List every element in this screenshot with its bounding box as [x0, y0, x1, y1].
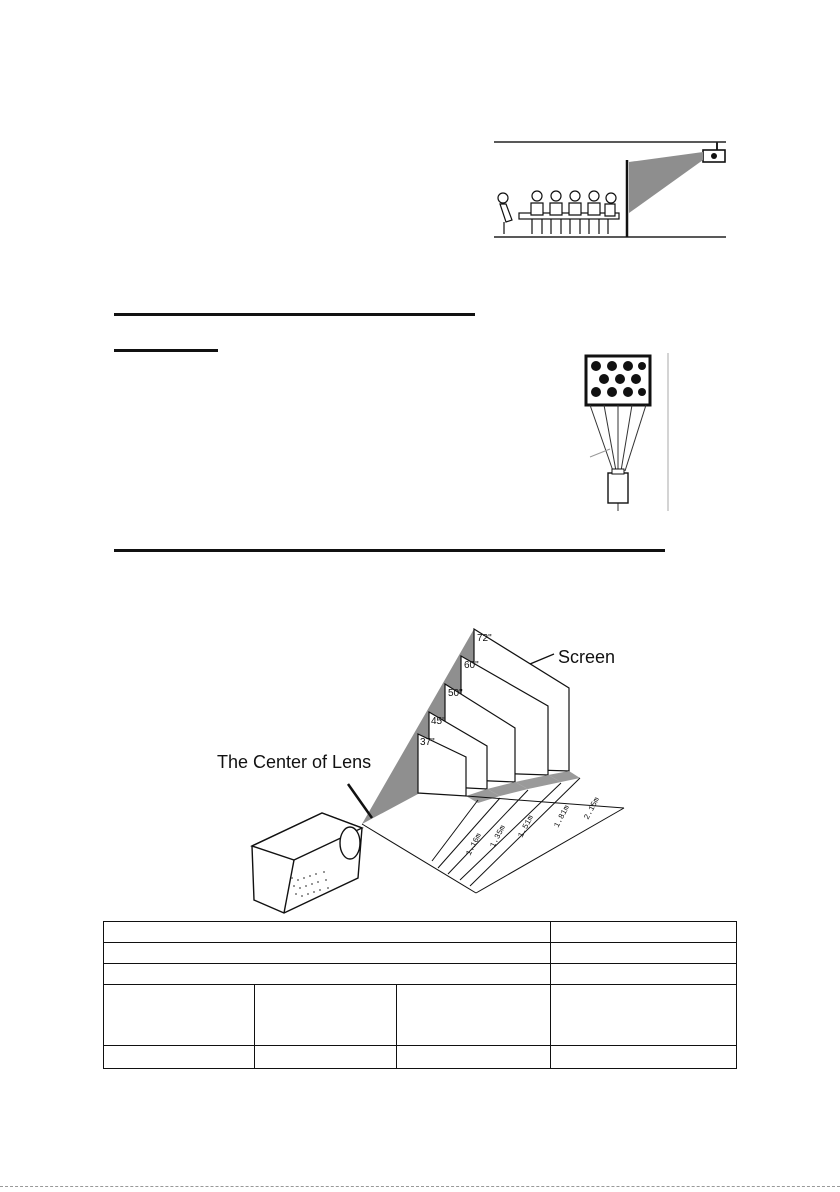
table-cell [104, 1046, 255, 1069]
section-rule-short [114, 349, 218, 352]
table-row [104, 922, 737, 943]
size-label-50: 50" [448, 688, 463, 699]
lens-center-label: The Center of Lens [217, 752, 372, 772]
table-cell [397, 985, 551, 1046]
spec-table [103, 921, 737, 1069]
table-row [104, 985, 737, 1046]
size-label-45: 45" [431, 716, 446, 727]
distance-label-5: 2.15m [582, 795, 602, 822]
table-cell [551, 922, 737, 943]
table-cell [255, 1046, 397, 1069]
distance-label-4: 1.81m [552, 803, 572, 830]
table-cell [551, 985, 737, 1046]
projector-icon [252, 813, 362, 913]
distance-label-2: 1.35m [488, 823, 508, 850]
table-cell [551, 943, 737, 964]
table-cell [104, 985, 255, 1046]
table-row [104, 964, 737, 985]
section-rule-top [114, 313, 475, 316]
table-cell [551, 1046, 737, 1069]
table-row [104, 943, 737, 964]
table-cell [551, 964, 737, 985]
keystone-figure [568, 353, 670, 513]
distance-label-1: 1.16m [464, 831, 484, 858]
table-row [104, 1046, 737, 1069]
section-rule-bottom [114, 549, 665, 552]
table-cell [255, 985, 397, 1046]
size-label-60: 60" [464, 660, 479, 671]
projection-distance-figure [212, 628, 642, 918]
table-cell [104, 922, 551, 943]
table-cell [104, 964, 551, 985]
size-label-37: 37" [420, 737, 435, 748]
page-edge-dashes [0, 1186, 840, 1187]
screen-label: Screen [558, 647, 616, 667]
table-cell [104, 943, 551, 964]
ceiling-mount-figure [492, 138, 728, 240]
size-label-72: 72" [477, 633, 492, 644]
table-cell [397, 1046, 551, 1069]
distance-label-3: 1.51m [516, 813, 536, 840]
